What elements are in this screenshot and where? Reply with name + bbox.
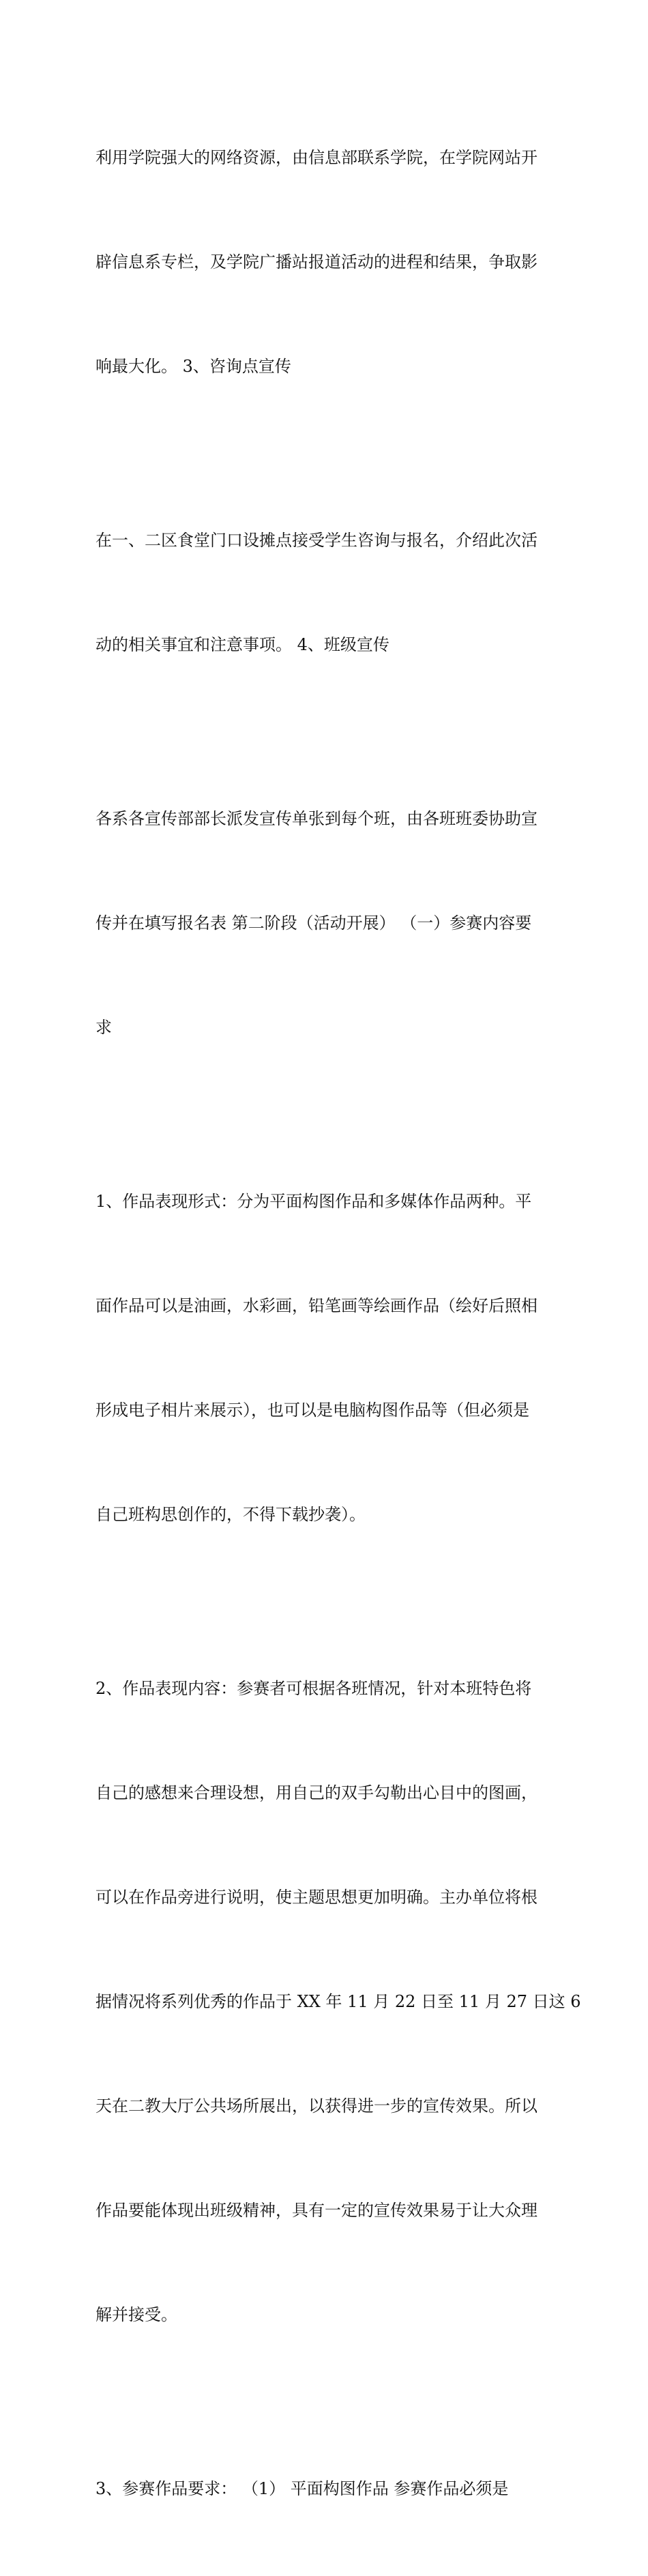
- text-line: 各系各宣传部部长派发宣传单张到每个班，由各班班委协助宣: [95, 809, 537, 828]
- text-line: 3、参赛作品要求： （1） 平面构图作品 参赛作品必须是: [95, 2479, 509, 2498]
- text-line: 可以在作品旁进行说明，使主题思想更加明确。主办单位将根: [95, 1888, 537, 1907]
- text-line: 传并在填写报名表 第二阶段（活动开展） （一）参赛内容要: [95, 913, 532, 933]
- text-line: 自己班构思创作的，不得下载抄袭）。: [95, 1505, 366, 1524]
- text-line: 1、作品表现形式：分为平面构图作品和多媒体作品两种。平: [95, 1192, 532, 1211]
- paragraph-online-promotion: [95, 71, 559, 454]
- paragraph-work-content: [95, 1602, 581, 2402]
- text-line: 响最大化。 3、咨询点宣传: [95, 357, 291, 376]
- document-body: [95, 71, 581, 2576]
- text-line: 形成电子相片来展示），也可以是电脑构图作品等（但必须是: [95, 1401, 529, 1420]
- paragraph-work-format: [95, 1115, 559, 1602]
- paragraph-consultation-booth: [95, 454, 559, 732]
- text-line: 面作品可以是油画，水彩画，铅笔画等绘画作品（绘好后照相: [95, 1296, 537, 1315]
- text-line: 辟信息系专栏，及学院广播站报道活动的进程和结果，争取影: [95, 252, 537, 272]
- text-line: 动的相关事宜和注意事项。 4、班级宣传: [95, 635, 389, 654]
- text-line: 求: [95, 1018, 112, 1037]
- text-line: 2、作品表现内容：参赛者可根据各班情况，针对本班特色将: [95, 1679, 532, 1698]
- text-line: 自己的感想来合理设想，用自己的双手勾勒出心目中的图画，: [95, 1783, 537, 1802]
- paragraph-class-promotion: [95, 732, 559, 1115]
- text-line: 在一、二区食堂门口设摊点接受学生咨询与报名，介绍此次活: [95, 531, 537, 550]
- text-line: 据情况将系列优秀的作品于 XX 年 11 月 22 日至 11 月 27 日这 6: [95, 1992, 581, 2011]
- text-line: 作品要能体现出班级精神，具有一定的宣传效果易于让大众理: [95, 2201, 537, 2220]
- text-line: 天在二教大厅公共场所展出，以获得进一步的宣传效果。所以: [95, 2096, 537, 2116]
- text-line: 利用学院强大的网络资源，由信息部联系学院，在学院网站开: [95, 148, 537, 167]
- paragraph-entry-requirements: [95, 2402, 559, 2576]
- text-line: 解并接受。: [95, 2305, 177, 2324]
